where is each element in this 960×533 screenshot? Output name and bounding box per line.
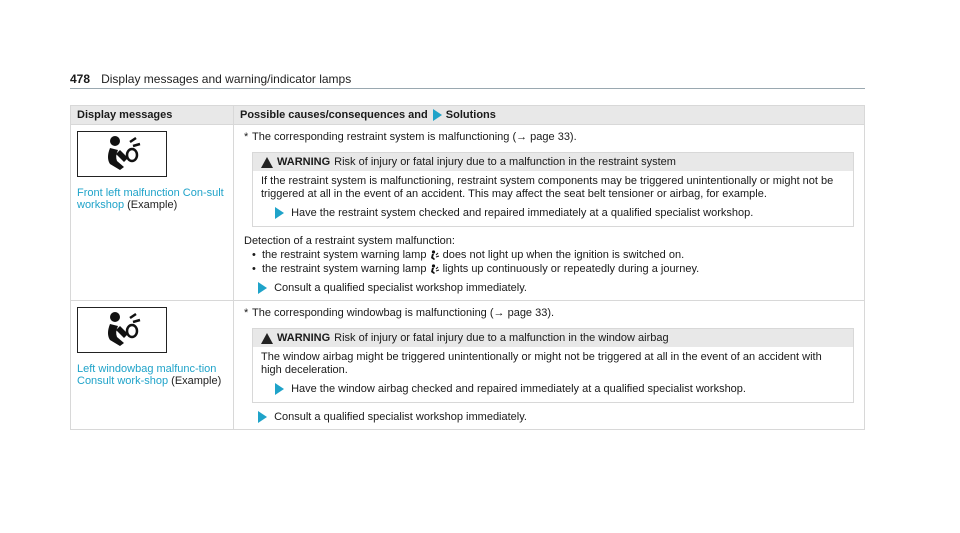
list-item xyxy=(244,248,854,262)
cause-sentence: The corresponding windowbag is malfunctioning (→ page 33). xyxy=(252,307,555,320)
warning-box xyxy=(252,328,854,403)
display-messages-table xyxy=(70,105,865,430)
warning-body xyxy=(253,171,853,226)
bullet-text-post: lights up continuously or repeatedly during a journey. xyxy=(442,263,700,276)
warning-title: Risk of injury or fatal injury due to a malfunction in the restraint system xyxy=(334,156,676,169)
col-header-solutions-label: Solutions xyxy=(445,109,496,121)
restraint-system-lamp-icon xyxy=(430,264,440,275)
restraint-system-lamp-icon xyxy=(77,131,167,177)
table-row xyxy=(71,125,865,301)
arrow-icon xyxy=(433,109,442,121)
warning-label: WARNING xyxy=(277,332,331,345)
message-cell xyxy=(71,301,234,430)
warning-step-text: Have the window airbag checked and repaired immediately at a qualified specialist workshop. xyxy=(291,383,746,396)
table-header-row xyxy=(71,106,865,125)
detection-title: Detection of a restraint system malfunction: xyxy=(244,235,455,248)
warning-text: The window airbag might be triggered unintentionally or might not be triggered at all in the event of an accident with high deceleration. xyxy=(261,351,822,377)
warning-title: Risk of injury or fatal injury due to a malfunction in the window airbag xyxy=(334,332,669,345)
warning-label: WARNING xyxy=(277,156,331,169)
warning-body xyxy=(253,347,853,402)
arrow-icon xyxy=(258,411,267,423)
warning-step-text: Have the restraint system checked and repaired immediately at a qualified specialist workshop. xyxy=(291,207,754,220)
example-label: (Example) xyxy=(171,375,222,388)
restraint-system-lamp-icon xyxy=(77,307,167,353)
message-cell xyxy=(71,125,234,301)
cause-cell xyxy=(234,301,865,430)
bullet-text-post: does not light up when the ignition is switched on. xyxy=(442,249,685,262)
list-item xyxy=(244,262,854,276)
warning-step xyxy=(261,207,845,220)
arrow-icon xyxy=(258,282,267,294)
solution-step xyxy=(244,411,854,423)
page-title: Display messages and warning/indicator lamps xyxy=(101,72,352,86)
warning-header xyxy=(253,329,853,347)
table-row xyxy=(71,301,865,430)
warning-header xyxy=(253,153,853,171)
display-message-text: Left windowbag malfunc-tion Consult work-shop xyxy=(77,363,217,388)
bullet-text-pre: the restraint system warning lamp xyxy=(262,249,427,262)
cause-cell xyxy=(234,125,865,301)
warning-box xyxy=(252,152,854,227)
warning-text: If the restraint system is malfunctioning, restraint system components may be triggered unintentionally or might not be triggered at all in the event of an accident. This may affect the seat belt tensioner or airbag, for example. xyxy=(261,175,834,201)
warning-triangle-icon xyxy=(261,333,273,344)
solution-step xyxy=(244,282,854,294)
restraint-system-lamp-icon xyxy=(430,250,440,261)
solution-step-text: Consult a qualified specialist workshop immediately. xyxy=(274,282,527,295)
arrow-icon xyxy=(275,207,284,219)
page-header xyxy=(70,72,865,89)
warning-step xyxy=(261,383,845,396)
page-number: 478 xyxy=(70,72,91,86)
cause-text: * The corresponding windowbag is malfunctioning (→ page 33). xyxy=(244,307,555,320)
arrow-icon xyxy=(275,383,284,395)
warning-triangle-icon xyxy=(261,157,273,168)
col-header-causes xyxy=(234,106,865,125)
bullet-text-pre: the restraint system warning lamp xyxy=(262,263,427,276)
col-header-causes-label: Possible causes/consequences and xyxy=(240,109,428,121)
example-label: (Example) xyxy=(127,199,178,212)
solution-step-text: Consult a qualified specialist workshop immediately. xyxy=(274,411,527,424)
cause-text: * The corresponding restraint system is malfunctioning (→ page 33). xyxy=(244,131,577,144)
col-header-messages: Display messages xyxy=(71,106,234,125)
cause-sentence: The corresponding restraint system is malfunctioning (→ page 33). xyxy=(252,131,577,144)
display-message-text: Front left malfunction Con-sult workshop xyxy=(77,187,224,212)
